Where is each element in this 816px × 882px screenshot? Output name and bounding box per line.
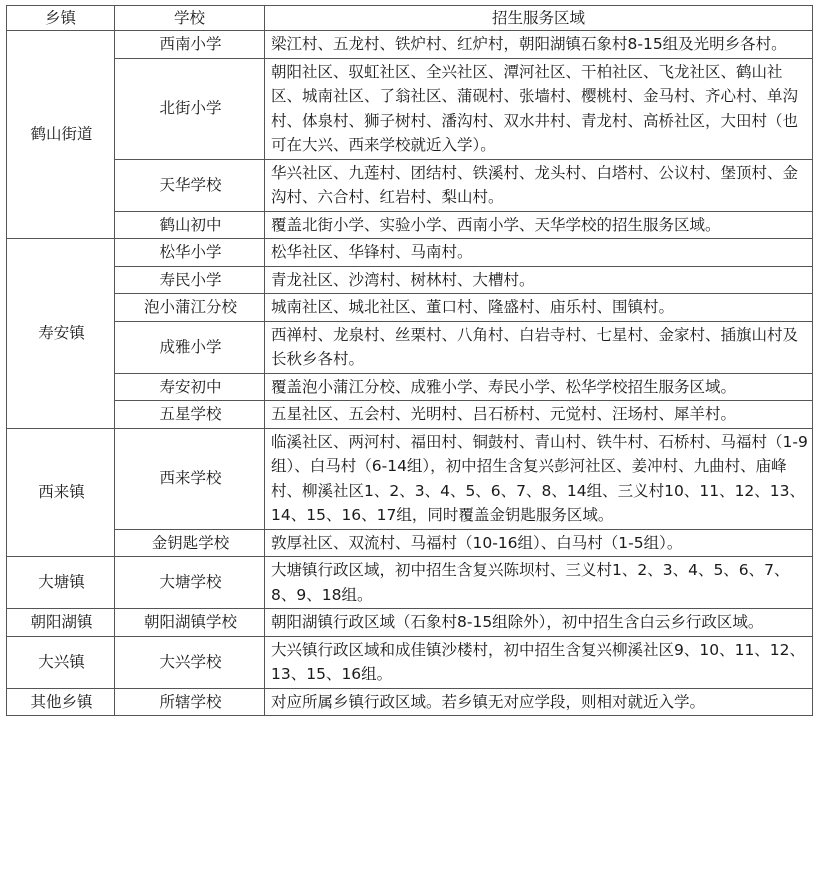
school-cell: 松华小学 [115,239,265,267]
header-row [7,6,813,31]
area-cell: 松华社区、华锋村、马南村。 [265,239,813,267]
school-cell: 北街小学 [115,58,265,159]
header-school: 学校 [115,6,265,31]
area-cell: 梁江村、五龙村、铁炉村、红炉村，朝阳湖镇石象村8-15组及光明乡各村。 [265,31,813,59]
area-cell: 大塘镇行政区域，初中招生含复兴陈坝村、三义村1、2、3、4、5、6、7、8、9、18组。 [265,557,813,609]
school-cell: 泡小蒲江分校 [115,294,265,322]
school-cell: 金钥匙学校 [115,529,265,557]
school-cell: 大塘学校 [115,557,265,609]
enrollment-zone-table [6,5,813,716]
table-row [7,609,813,637]
school-cell: 大兴学校 [115,636,265,688]
table-row [7,401,813,429]
school-cell: 寿民小学 [115,266,265,294]
school-cell: 成雅小学 [115,321,265,373]
table-row [7,321,813,373]
school-cell: 西南小学 [115,31,265,59]
school-cell: 寿安初中 [115,373,265,401]
area-cell: 朝阳湖镇行政区域（石象村8-15组除外），初中招生含白云乡行政区域。 [265,609,813,637]
table-row [7,373,813,401]
area-cell: 对应所属乡镇行政区域。若乡镇无对应学段，则相对就近入学。 [265,688,813,716]
town-cell: 大兴镇 [7,636,115,688]
header-town: 乡镇 [7,6,115,31]
table-row [7,211,813,239]
area-cell: 华兴社区、九莲村、团结村、铁溪村、龙头村、白塔村、公议村、堡顶村、金沟村、六合村、红岩村、梨山村。 [265,159,813,211]
area-cell: 覆盖北街小学、实验小学、西南小学、天华学校的招生服务区域。 [265,211,813,239]
header-area: 招生服务区域 [265,6,813,31]
table-row [7,428,813,529]
town-cell: 寿安镇 [7,239,115,429]
table-row [7,636,813,688]
town-cell: 大塘镇 [7,557,115,609]
school-cell: 西来学校 [115,428,265,529]
table-row [7,688,813,716]
area-cell: 五星社区、五会村、光明村、吕石桥村、元觉村、汪场村、犀羊村。 [265,401,813,429]
table-row [7,239,813,267]
area-cell: 朝阳社区、驭虹社区、全兴社区、潭河社区、干柏社区、飞龙社区、鹤山社区、城南社区、了翁社区、蒲砚村、张墙村、樱桃村、金马村、齐心村、单沟村、体泉村、狮子树村、潘沟村、双水井村、青龙村、高桥社区，大田村（也可在大兴、西来学校就近入学）。 [265,58,813,159]
area-cell: 临溪社区、两河村、福田村、铜鼓村、青山村、铁牛村、石桥村、马福村（1-9组）、白马村（6-14组），初中招生含复兴彭河社区、姜冲村、九曲村、庙峰村、柳溪社区1、2、3、4、5、6、7、8、14组、三义村10、11、12、13、14、15、16、17组，同时覆盖金钥匙服务区域。 [265,428,813,529]
school-cell: 鹤山初中 [115,211,265,239]
table-row [7,266,813,294]
area-cell: 敦厚社区、双流村、马福村（10-16组）、白马村（1-5组）。 [265,529,813,557]
town-cell: 朝阳湖镇 [7,609,115,637]
school-cell: 所辖学校 [115,688,265,716]
table-row [7,159,813,211]
area-cell: 大兴镇行政区域和成佳镇沙楼村，初中招生含复兴柳溪社区9、10、11、12、13、15、16组。 [265,636,813,688]
school-cell: 天华学校 [115,159,265,211]
table-row [7,58,813,159]
area-cell: 青龙社区、沙湾村、树林村、大槽村。 [265,266,813,294]
town-cell: 鹤山街道 [7,31,115,239]
table-row [7,294,813,322]
area-cell: 覆盖泡小蒲江分校、成雅小学、寿民小学、松华学校招生服务区域。 [265,373,813,401]
area-cell: 西禅村、龙泉村、丝栗村、八角村、白岩寺村、七星村、金家村、插旗山村及长秋乡各村。 [265,321,813,373]
table-row [7,31,813,59]
school-cell: 五星学校 [115,401,265,429]
town-cell: 其他乡镇 [7,688,115,716]
school-cell: 朝阳湖镇学校 [115,609,265,637]
town-cell: 西来镇 [7,428,115,557]
table-row [7,529,813,557]
table-row [7,557,813,609]
area-cell: 城南社区、城北社区、董口村、隆盛村、庙乐村、围镇村。 [265,294,813,322]
